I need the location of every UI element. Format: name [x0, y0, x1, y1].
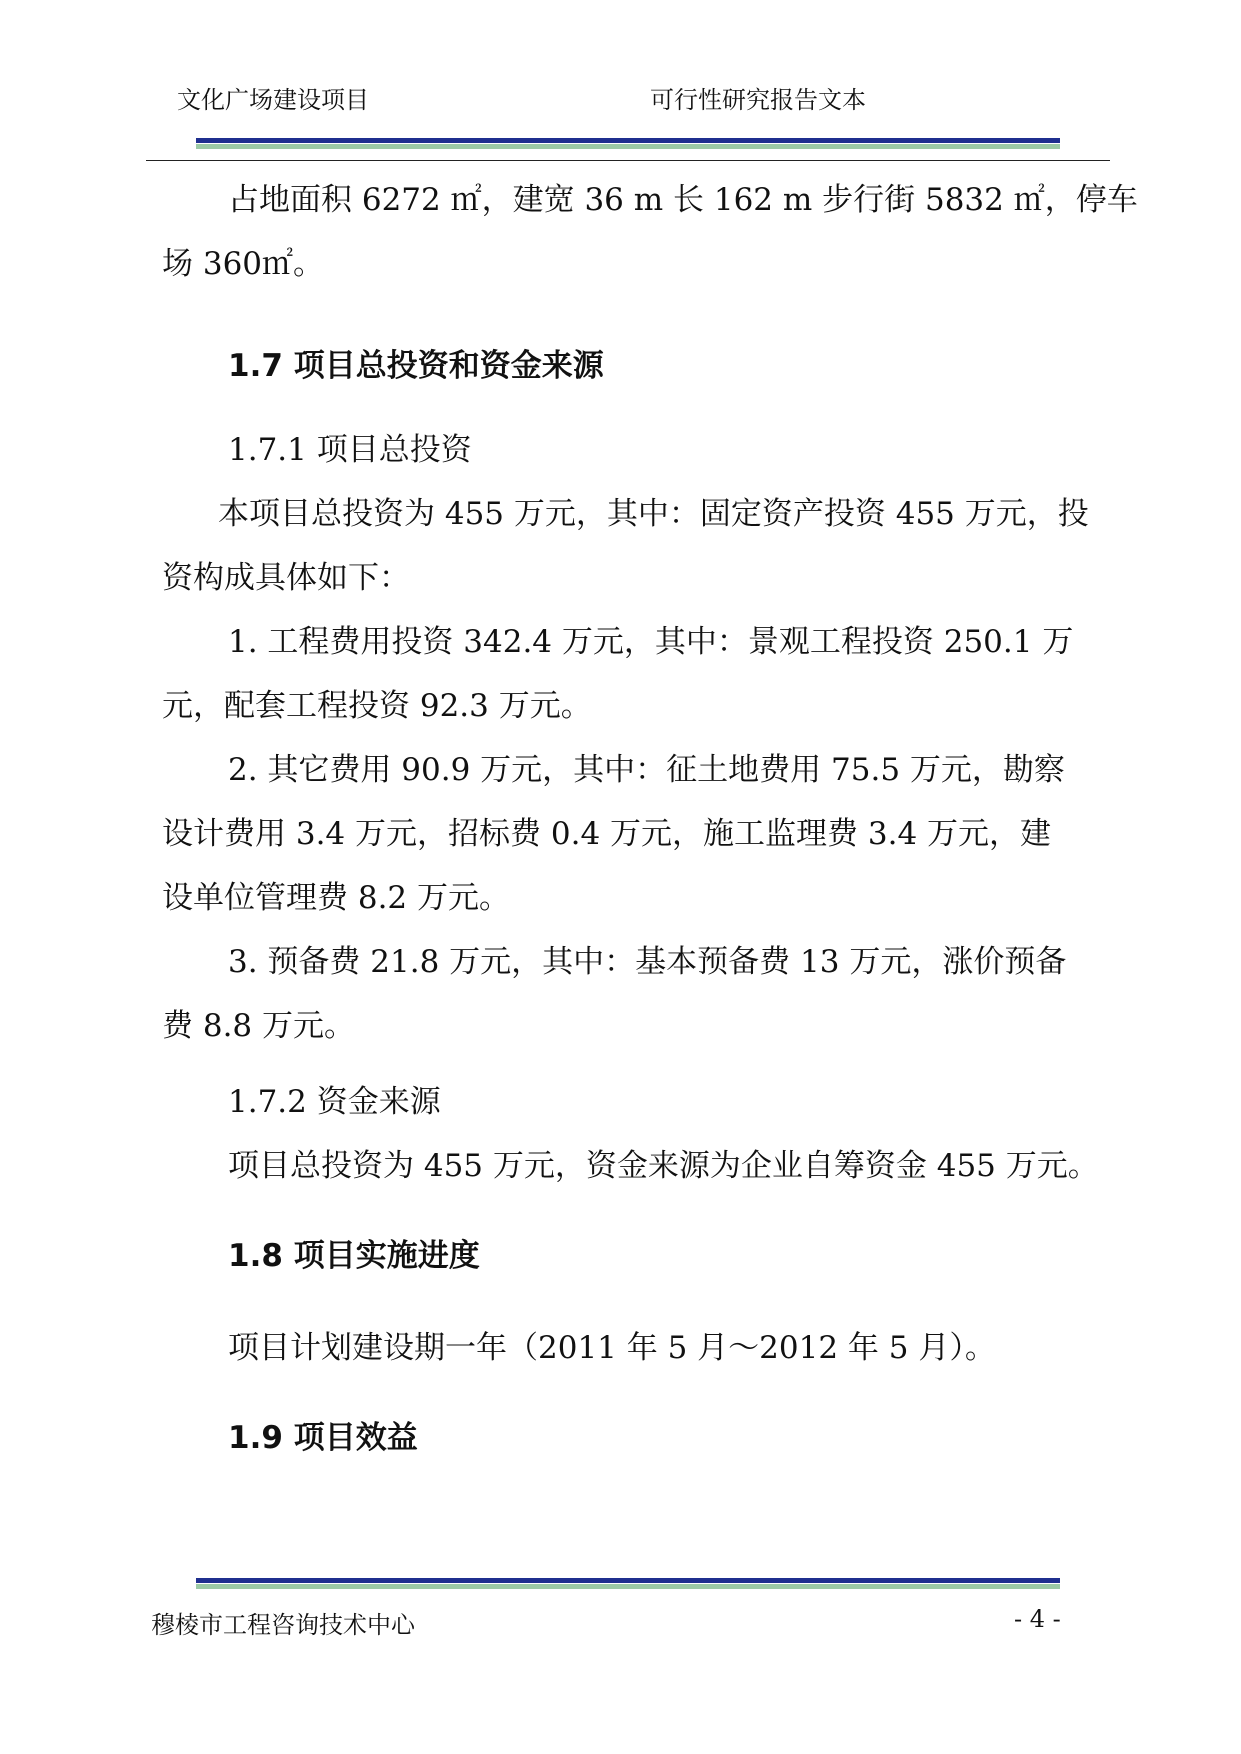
paragraph-line: 2. 其它费用 90.9 万元，其中：征土地费用 75.5 万元，勘察: [228, 752, 1065, 788]
paragraph-schedule: 项目计划建设期一年（2011 年 5 月～2012 年 5 月）。: [228, 1330, 996, 1366]
section-heading-1-9: 1.9 项目效益: [228, 1420, 418, 1456]
header-title-left: 文化广场建设项目: [177, 86, 369, 114]
paragraph-line: 资构成具体如下：: [162, 560, 410, 596]
paragraph-line: 费 8.8 万元。: [162, 1008, 356, 1044]
header-decorative-rule: [196, 138, 1060, 150]
rule-blue-stripe: [196, 138, 1060, 143]
paragraph-item-1: [162, 610, 1117, 738]
header-title-right: 可行性研究报告文本: [650, 86, 866, 114]
section-heading-1-8: 1.8 项目实施进度: [228, 1238, 480, 1274]
page-number: - 4 -: [1014, 1605, 1061, 1633]
paragraph-line: 本项目总投资为 455 万元，其中：固定资产投资 455 万元，投: [218, 496, 1089, 532]
paragraph-line: 3. 预备费 21.8 万元，其中：基本预备费 13 万元，涨价预备: [228, 944, 1067, 980]
paragraph-total-investment: [162, 482, 1117, 610]
paragraph-line: 设单位管理费 8.2 万元。: [162, 880, 511, 916]
rule-blue-stripe: [196, 1578, 1060, 1583]
paragraph-site-area: [162, 168, 1138, 296]
footer-decorative-rule: [196, 1578, 1060, 1590]
paragraph-line: 1. 工程费用投资 342.4 万元，其中：景观工程投资 250.1 万: [228, 624, 1074, 660]
subsection-heading-1-7-1: 1.7.1 项目总投资: [228, 432, 472, 468]
paragraph-line: 场 360㎡。: [162, 246, 325, 282]
rule-green-stripe: [196, 1584, 1060, 1589]
paragraph-line: 设计费用 3.4 万元，招标费 0.4 万元，施工监理费 3.4 万元，建: [162, 816, 1052, 852]
paragraph-item-3: [162, 930, 1117, 1058]
paragraph-funding-source: 项目总投资为 455 万元，资金来源为企业自筹资金 455 万元。: [228, 1148, 1099, 1184]
paragraph-item-2: [162, 738, 1117, 930]
footer-organization: 穆棱市工程咨询技术中心: [151, 1611, 415, 1639]
rule-green-stripe: [196, 144, 1060, 149]
subsection-heading-1-7-2: 1.7.2 资金来源: [228, 1084, 441, 1120]
header-divider: [146, 160, 1110, 161]
section-heading-1-7: 1.7 项目总投资和资金来源: [228, 348, 604, 384]
paragraph-line: 元，配套工程投资 92.3 万元。: [162, 688, 592, 724]
paragraph-line: 占地面积 6272 ㎡，建宽 36 m 长 162 m 步行街 5832 ㎡，停车: [228, 182, 1138, 218]
